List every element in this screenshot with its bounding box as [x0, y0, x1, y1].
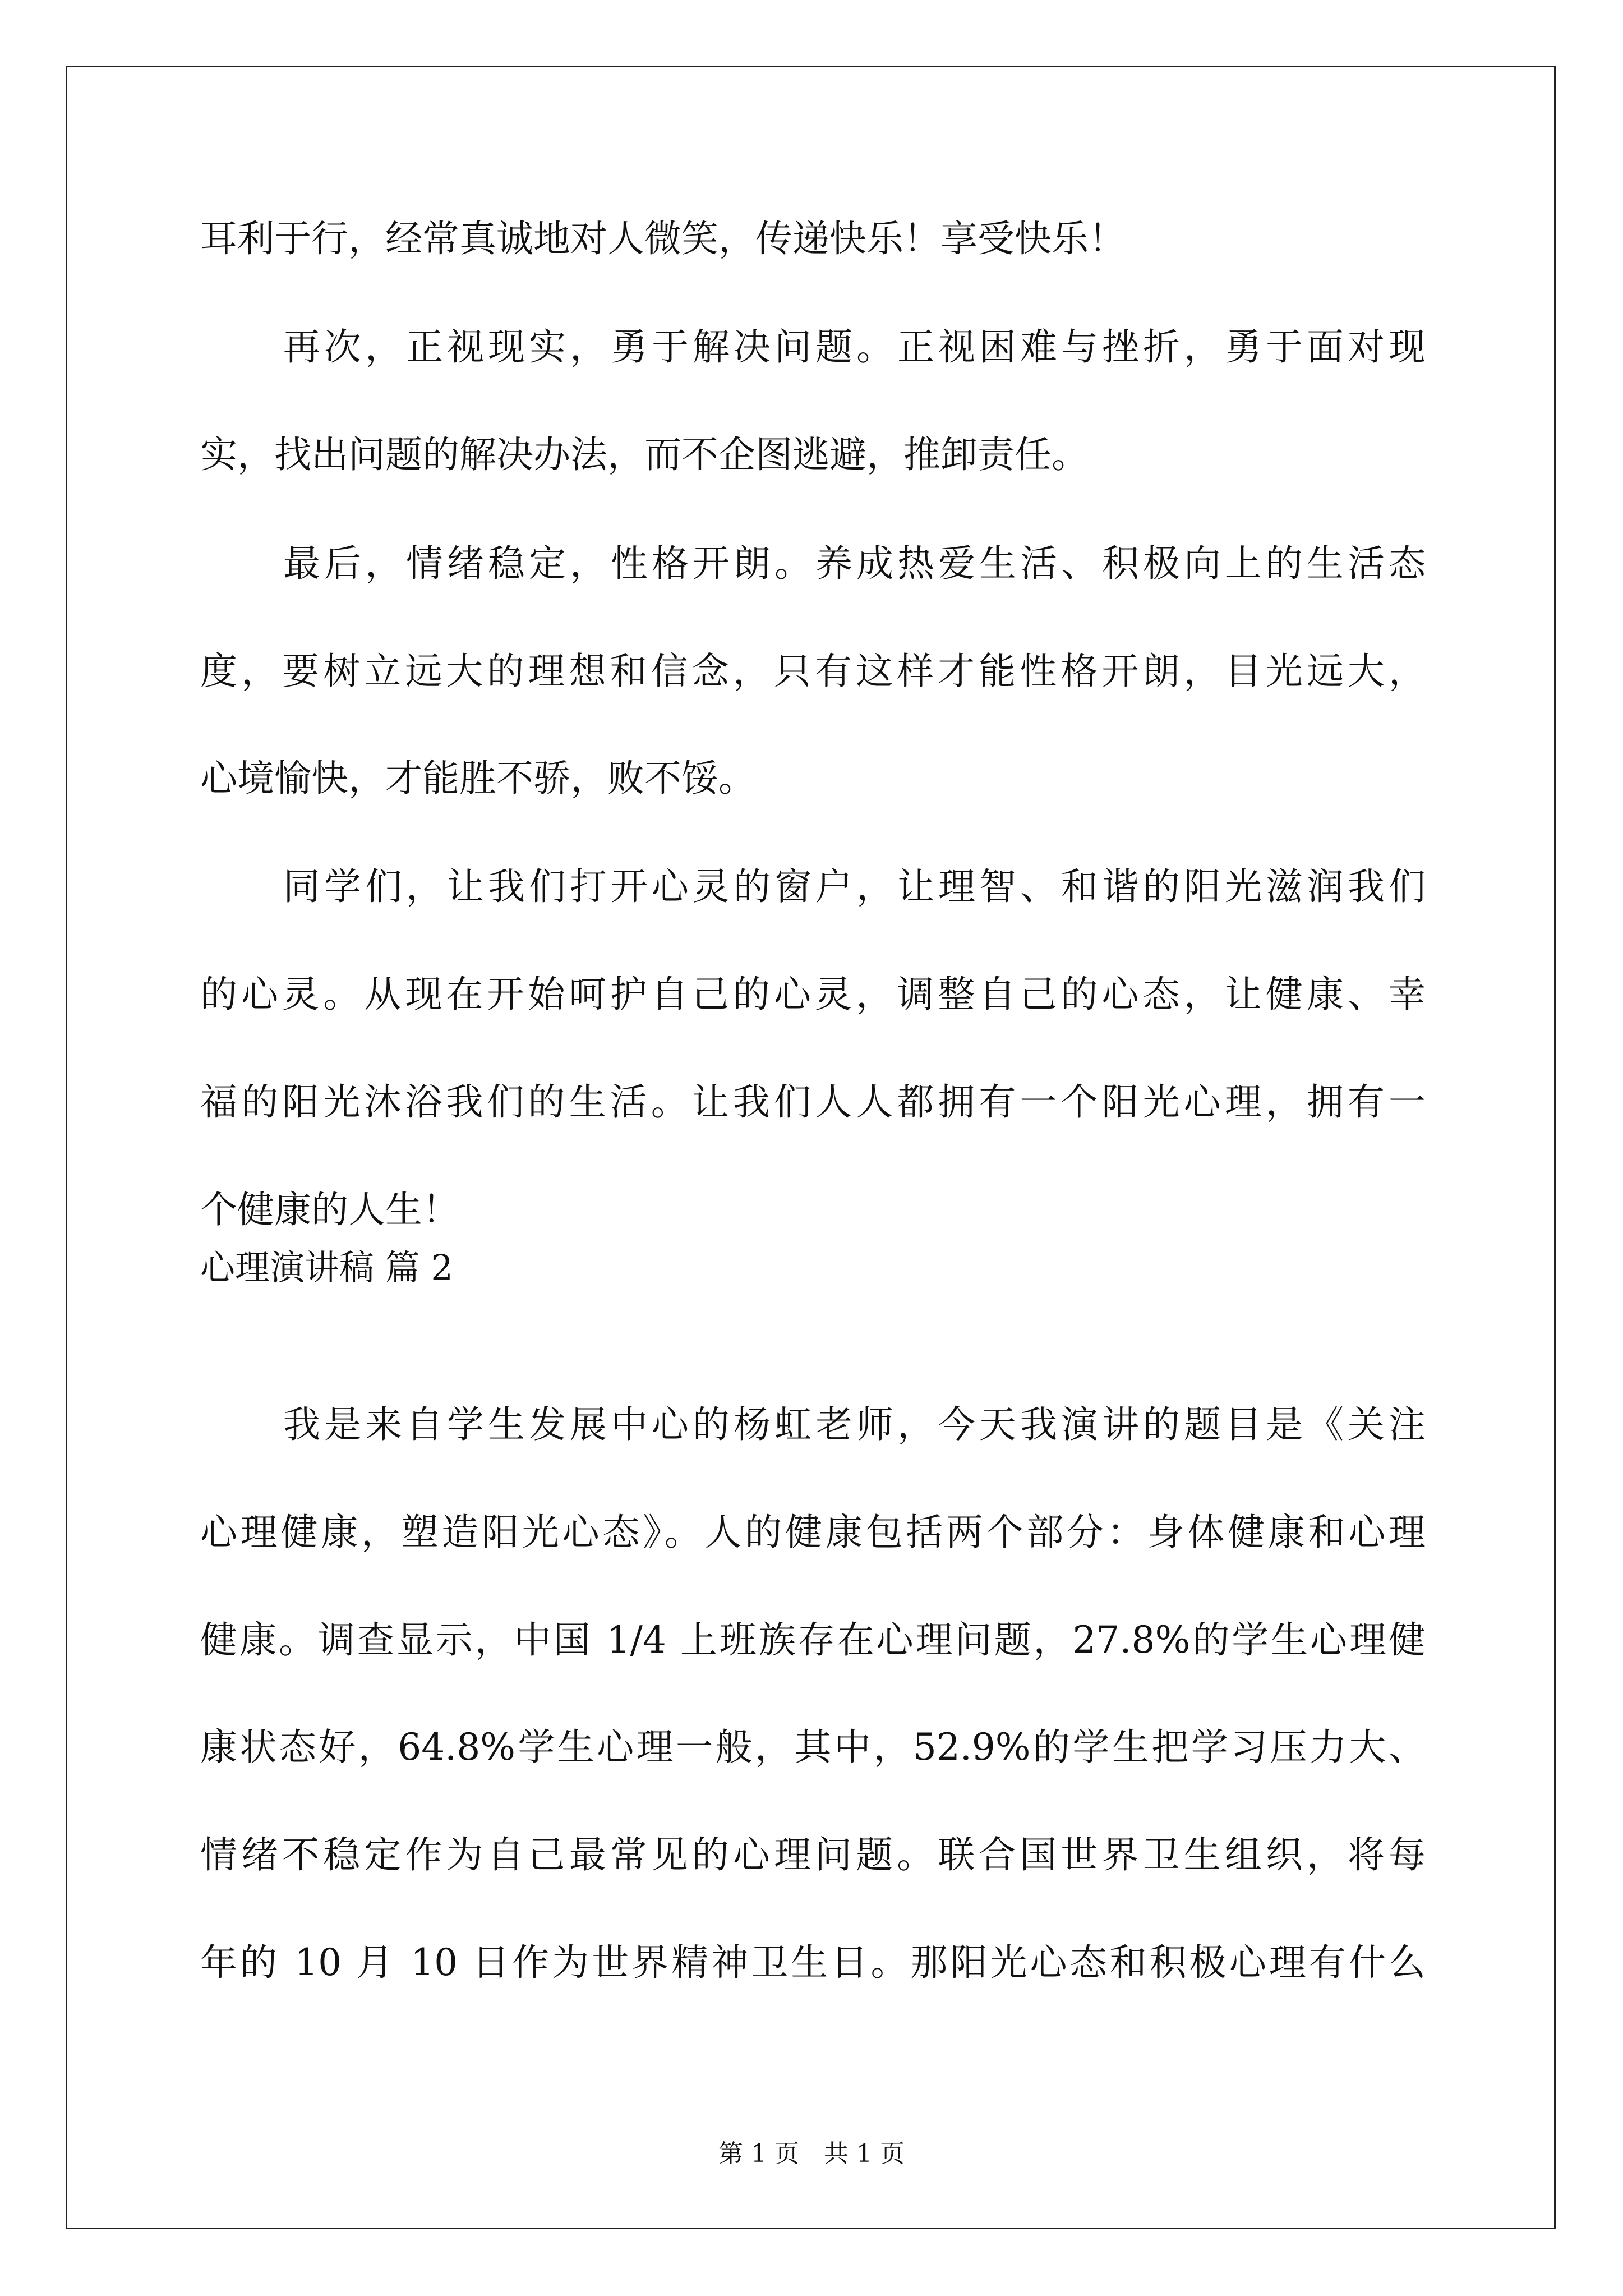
paragraph-line: 康状态好，64.8%学生心理一般，其中，52.9%的学生把学习压力大、 — [200, 1726, 1426, 1769]
paragraph-line: 心理健康，塑造阳光心态》。人的健康包括两个部分：身体健康和心理 — [200, 1511, 1426, 1554]
section-heading: 心理演讲稿 篇 2 — [200, 1247, 453, 1288]
page-border — [66, 66, 1556, 2229]
paragraph-line: 我是来自学生发展中心的杨虹老师，今天我演讲的题目是《关注 — [283, 1403, 1426, 1446]
paragraph-line: 耳利于行，经常真诚地对人微笑，传递快乐！享受快乐！ — [200, 217, 1126, 260]
paragraph-line: 年的 10 月 10 日作为世界精神卫生日。那阳光心态和积极心理有什么 — [200, 1941, 1426, 1984]
paragraph-line: 个健康的人生！ — [200, 1188, 459, 1231]
paragraph-line: 情绪不稳定作为自己最常见的心理问题。联合国世界卫生组织，将每 — [200, 1833, 1426, 1876]
paragraph-line: 再次，正视现实，勇于解决问题。正视困难与挫折，勇于面对现 — [283, 325, 1426, 369]
paragraph-line: 最后，情绪稳定，性格开朗。养成热爱生活、积极向上的生活态 — [283, 542, 1426, 585]
paragraph-line: 实，找出问题的解决办法，而不企图逃避，推卸责任。 — [200, 433, 1089, 476]
paragraph-line: 福的阳光沐浴我们的生活。让我们人人都拥有一个阳光心理，拥有一 — [200, 1080, 1426, 1124]
paragraph-line: 健康。调查显示，中国 1/4 上班族存在心理问题，27.8%的学生心理健 — [200, 1618, 1426, 1662]
paragraph-line: 心境愉快，才能胜不骄，败不馁。 — [200, 757, 755, 800]
page-number-footer: 第 1 页 共 1 页 — [718, 2139, 905, 2168]
paragraph-line: 度，要树立远大的理想和信念，只有这样才能性格开朗，目光远大， — [200, 650, 1426, 693]
paragraph-line: 的心灵。从现在开始呵护自己的心灵，调整自己的心态，让健康、幸 — [200, 973, 1426, 1016]
paragraph-line: 同学们，让我们打开心灵的窗户，让理智、和谐的阳光滋润我们 — [283, 865, 1426, 908]
